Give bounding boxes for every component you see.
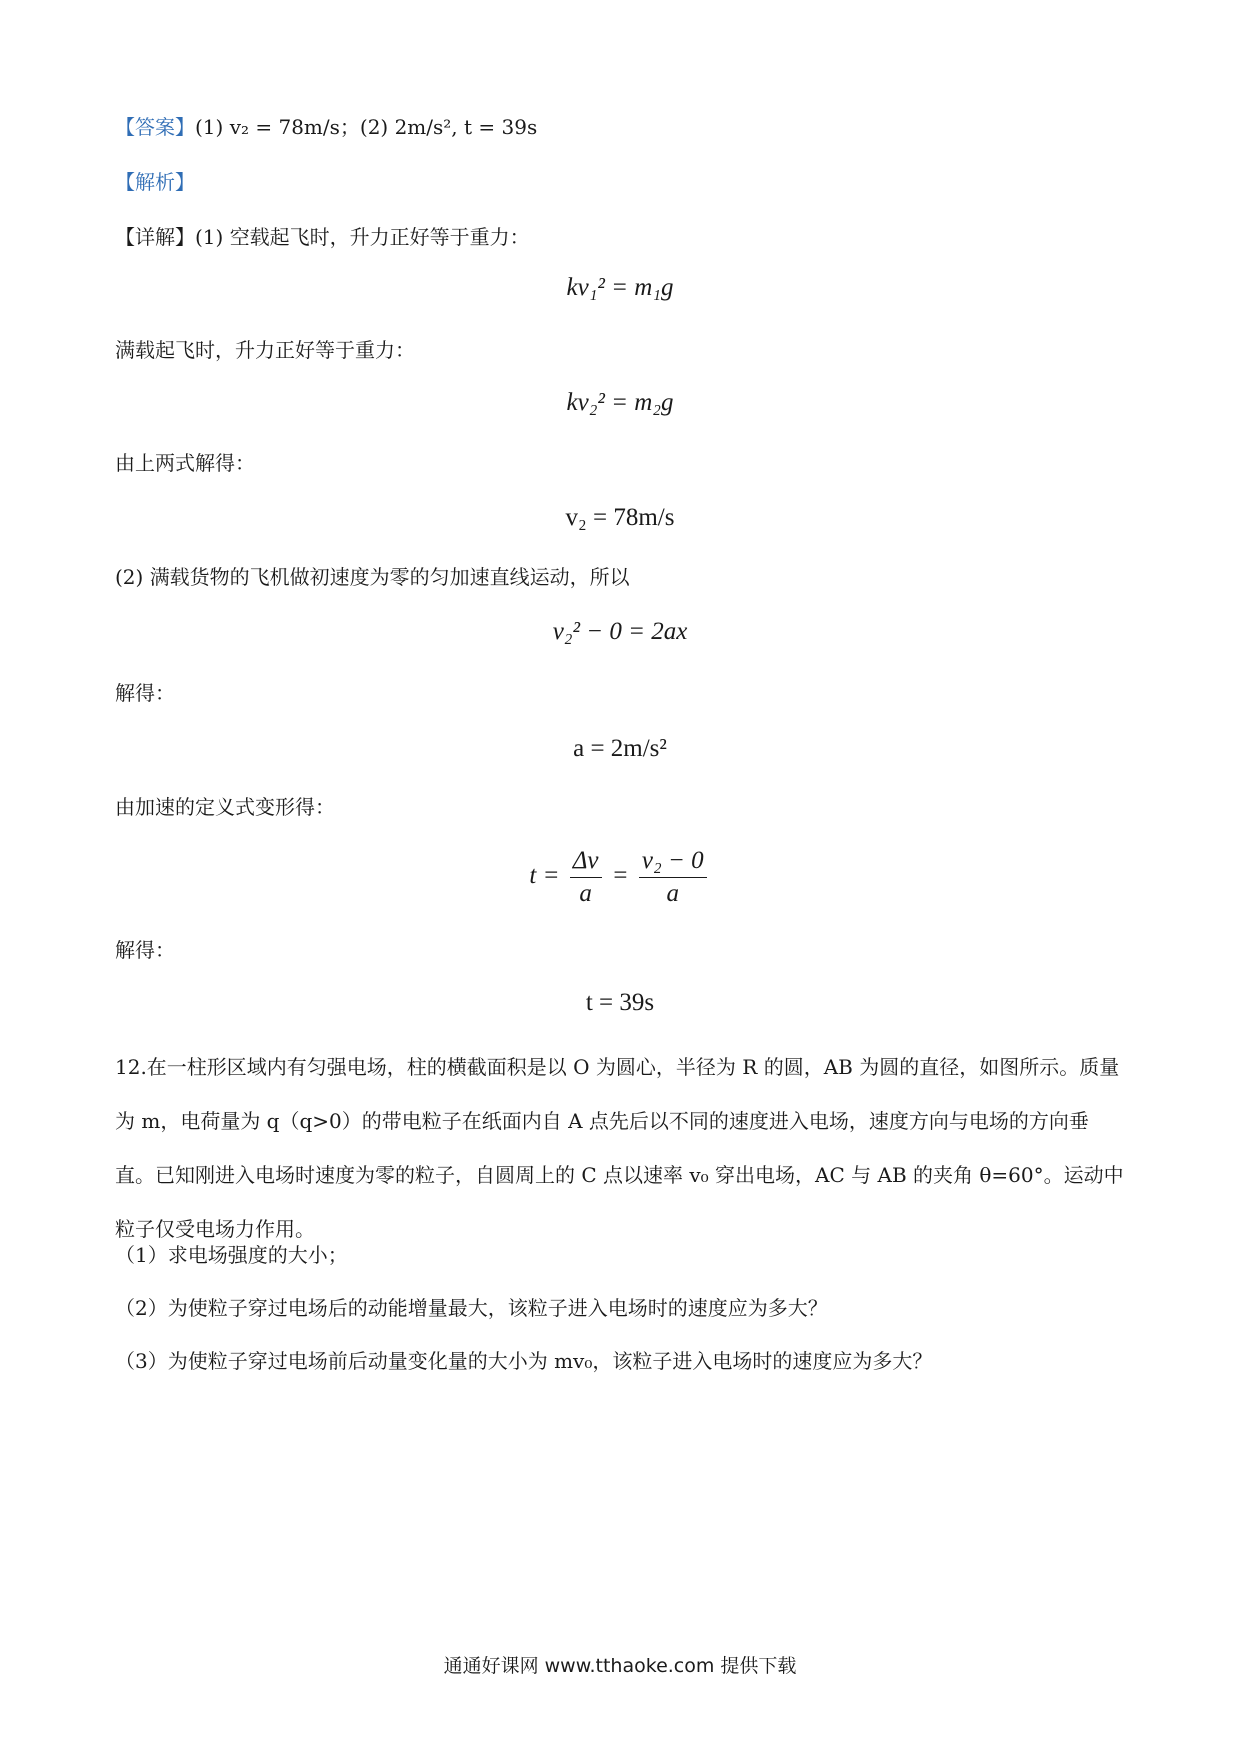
answer-label: 【答案】 (115, 115, 195, 139)
eq6-fraction-2 (639, 845, 707, 910)
detail-label: 【详解】 (115, 225, 195, 249)
problem-12-q2: （2）为使粒子穿过电场后的动能增量最大，该粒子进入电场时的速度应为多大？ (115, 1296, 828, 1320)
eq6-fraction-1 (570, 845, 602, 910)
detail-step1-line (115, 222, 530, 252)
problem-12-stem: 12.在一柱形区域内有匀强电场，柱的横截面积是以 O 为圆心，半径为 R 的圆，AB 为圆的直径，如图所示。质量为 m，电荷量为 q（q>0）的带电粒子在纸面内自 A 点先后以不同的速度进入电场，速度方向与电场的方向垂直。已知刚进入电场时速度为零的粒子，自圆周上的 C 点以速率 v₀ 穿出电场，AC 与 AB 的夹角 θ=60°。运动中粒子仅受电场力作用。 (115, 1055, 1124, 1241)
analysis-label: 【解析】 (115, 170, 195, 194)
equation-3: v₂ = 78m/s (565, 504, 675, 531)
eq6-frac1-numerator: Δv (570, 845, 602, 878)
equation-1: kv₁² = m₁g (566, 274, 674, 301)
answer-text: (1) v₂ = 78m/s；(2) 2m/s², t = 39s (195, 115, 538, 139)
eq6-lhs: t = (529, 862, 560, 890)
detail-step2-def: 由加速的定义式变形得： (115, 795, 335, 819)
equation-7: t = 39s (585, 989, 655, 1016)
eq6-mid: = (611, 862, 629, 890)
equation-4: v₂² − 0 = 2ax (552, 618, 688, 645)
page-footer: 通通好课网 www.tthaoke.com 提供下载 (443, 1655, 797, 1677)
detail-step2-intro: (2) 满载货物的飞机做初速度为零的匀加速直线运动，所以 (115, 565, 630, 589)
detail-step1-solve: 由上两式解得： (115, 451, 255, 475)
detail-step1-intro: (1) 空载起飞时，升力正好等于重力： (195, 225, 530, 249)
equation-6 (0, 845, 1240, 910)
problem-12-q1: （1）求电场强度的大小； (115, 1243, 348, 1267)
equation-5: a = 2m/s² (573, 735, 667, 762)
detail-step1-full: 满载起飞时，升力正好等于重力： (115, 338, 415, 362)
equation-2: kv₂² = m₂g (566, 389, 674, 416)
eq6-frac2-denominator: a (666, 880, 679, 907)
eq6-frac1-denominator: a (579, 880, 592, 907)
detail-step2-solve2: 解得： (115, 938, 175, 962)
answer-line (115, 112, 537, 142)
problem-12-q3: （3）为使粒子穿过电场前后动量变化量的大小为 mv₀，该粒子进入电场时的速度应为多大？ (115, 1349, 933, 1373)
eq6-frac2-numerator: v₂ − 0 (639, 845, 707, 878)
detail-step2-solve: 解得： (115, 681, 175, 705)
